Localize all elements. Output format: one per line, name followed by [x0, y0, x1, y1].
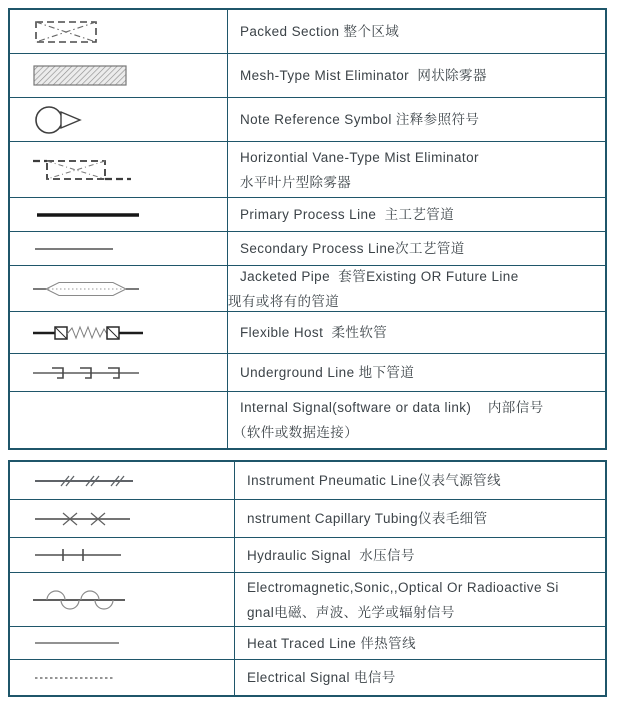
table-row: [10, 500, 605, 538]
symbol-cell: [10, 54, 227, 97]
label-cell: [227, 98, 605, 141]
note-reference-symbol-icon: [33, 103, 89, 137]
label-line: nstrument Capillary Tubing仪表毛细管: [247, 511, 488, 526]
symbol-cell: [10, 462, 234, 499]
table-row: [10, 462, 605, 500]
electromagnetic-signal-icon: [33, 586, 148, 614]
label-cell: [227, 198, 605, 231]
symbol-cell: [10, 198, 227, 231]
heat-traced-line-icon: [33, 640, 143, 646]
label-line: Heat Traced Line 伴热管线: [247, 635, 416, 651]
label-line: Underground Line 地下管道: [240, 365, 415, 380]
symbol-cell: [10, 10, 227, 53]
primary-process-line-icon: [33, 211, 143, 219]
table-row: [10, 573, 605, 627]
label-cell: [234, 573, 605, 626]
label-line: Electromagnetic,Sonic,,Optical Or Radioactive Si: [247, 579, 559, 595]
label-line: 水平叶片型除雾器: [240, 174, 352, 190]
secondary-process-line-icon: [33, 246, 123, 252]
table-row: [10, 312, 605, 354]
legend-table-1: [8, 8, 607, 450]
label-line: gnal电磁、声波、光学或辐射信号: [247, 604, 455, 620]
symbol-cell: [10, 354, 227, 391]
label-cell: [234, 500, 605, 537]
label-line: Horizontial Vane-Type Mist Eliminator: [240, 149, 479, 165]
label-cell: [234, 462, 605, 499]
table-row: [10, 627, 605, 660]
label-line: Mesh-Type Mist Eliminator 网状除雾器: [240, 68, 487, 83]
flexible-hose-icon: [33, 320, 145, 346]
label-line: Secondary Process Line次工艺管道: [240, 241, 465, 256]
symbol-cell: [10, 538, 234, 572]
label-line: Electrical Signal 电信号: [247, 670, 396, 685]
label-line: Instrument Pneumatic Line仪表气源管线: [247, 473, 501, 488]
symbol-cell: [10, 627, 234, 659]
packed-section-icon: [33, 19, 103, 45]
label-cell: [227, 312, 605, 353]
label-cell: [227, 266, 605, 311]
table-row: [10, 232, 605, 266]
table-row: [10, 142, 605, 198]
table-row: [10, 660, 605, 695]
label-line: Note Reference Symbol 注释参照符号: [240, 112, 480, 127]
mesh-type-mist-eliminator-icon: [33, 65, 128, 87]
table-row: [10, 98, 605, 142]
jacketed-pipe-icon: [33, 276, 141, 302]
label-line: 现有或将有的管道: [228, 293, 340, 309]
symbol-cell-empty: [10, 392, 227, 448]
horizontal-vane-mist-eliminator-icon: [33, 155, 135, 185]
label-cell: [234, 538, 605, 572]
label-cell: [234, 627, 605, 659]
electrical-signal-icon: [33, 675, 143, 681]
label-cell: [227, 10, 605, 53]
symbol-cell: [10, 500, 234, 537]
table-row: [10, 354, 605, 392]
table-row: [10, 266, 605, 312]
symbol-cell: [10, 573, 234, 626]
label-cell: [227, 354, 605, 391]
symbol-cell: [10, 312, 227, 353]
symbol-cell: [10, 98, 227, 141]
hydraulic-signal-icon: [33, 548, 145, 562]
table-row: [10, 538, 605, 573]
label-line: （软件或数据连接）: [233, 425, 359, 440]
legend-table-2: [8, 460, 607, 697]
label-cell: [227, 232, 605, 265]
table-row: [10, 54, 605, 98]
label-line: Primary Process Line 主工艺管道: [240, 207, 455, 222]
table-row: [10, 10, 605, 54]
instrument-pneumatic-line-icon: [33, 473, 145, 489]
label-line: Flexible Host 柔性软管: [240, 325, 388, 340]
label-line: Hydraulic Signal 水压信号: [247, 547, 415, 563]
symbol-cell: [10, 660, 234, 695]
table-row: [10, 392, 605, 448]
label-cell: [227, 392, 605, 448]
symbol-cell: [10, 142, 227, 197]
symbol-cell: [10, 266, 227, 311]
label-line: Packed Section 整个区域: [240, 24, 400, 39]
label-cell: [227, 142, 605, 197]
instrument-capillary-tubing-icon: [33, 510, 145, 528]
label-line: Jacketed Pipe 套管Existing OR Future Line: [240, 268, 519, 284]
label-cell: [227, 54, 605, 97]
symbol-cell: [10, 232, 227, 265]
underground-line-icon: [33, 364, 145, 382]
table-row: [10, 198, 605, 232]
label-line: Internal Signal(software or data link) 内部信号: [240, 400, 544, 415]
label-cell: [234, 660, 605, 695]
